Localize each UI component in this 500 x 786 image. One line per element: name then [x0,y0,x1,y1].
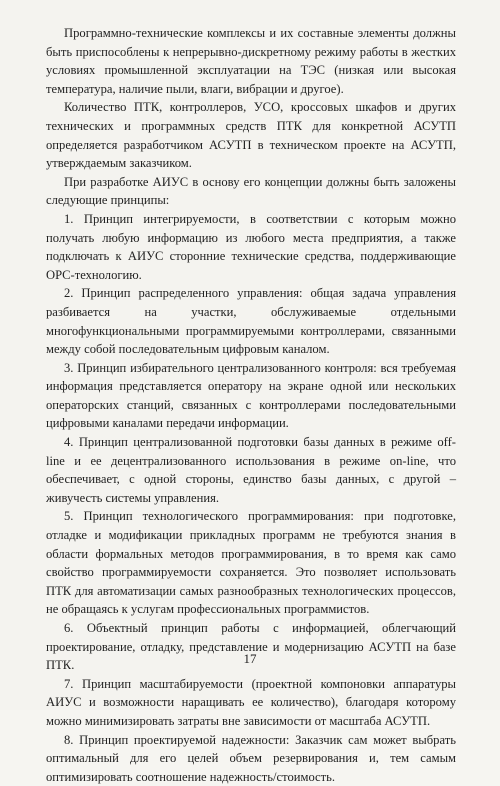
principle-2: 2. Принцип распределенного управления: общая задача управления разбивается на участки, обслуживаемые отдельными многофункциональными программируемыми контроллерами, связанными между собой последовательным цифровым каналом. [46,286,456,357]
page-body [46,24,456,786]
paragraph-2: Количество ПТК, контроллеров, УСО, кроссовых шкафов и других технических и программных средств ПТК для конкретной АСУТП определяется разработчиком АСУТП в техническом проекте на АСУТП, утверждаемым заказчиком. [46,100,456,171]
paragraph-1: Программно-технические комплексы и их составные элементы должны быть приспособлены к непрерывно-дискретному режиму работы в жестких условиях промышленной эксплуатации на ТЭС (низкая или высокая температура, наличие пыли, влаги, вибрации и другое). [46,26,456,96]
principle-5: 5. Принцип технологического программирования: при подготовке, отладке и модификации прикладных программ не требуются знания в области формальных методов программирования, в то время как само свойство программируемости сохраняется. Это позволяет использовать ПТК для автоматизации самых разнообразных технологических процессов, не обращаясь к услугам профессиональных программистов. [46,509,456,617]
principle-7: 7. Принцип масштабируемости (проектной компоновки аппаратуры АИУС и возможности наращивать ее количество), благодаря которому можно минимизировать затраты вне зависимости от масштаба АСУТП. [46,676,456,728]
principle-6: 6. Объектный принцип работы с информацией, облегчающий проектирование, отладку, представление и модернизацию АСУТП на базе ПТК. [46,621,456,673]
principle-3: 3. Принцип избирательного централизованного контроля: вся требуемая информация представляется оператору на экране одной или нескольких операторских станций, связанных с контроллерами последовательными цифровыми каналами передачи информации. [46,360,456,431]
principle-8: 8. Принцип проектируемой надежности: Заказчик сам может выбрать оптимальный для его целей объем резервирования и, тем самым оптимизировать соотношение надежность/стоимость. [46,732,456,784]
principle-1: 1. Принцип интегрируемости, в соответствии с которым можно получать любую информацию из любого места предприятия, а также подключать к АИУС сторонние технические средства, поддерживающие OPC-технологию. [46,211,456,282]
principle-4: 4. Принцип централизованной подготовки базы данных в режиме off-line и ее децентрализованного использования в режиме on-line, что обеспечивает, с одной стороны, единство базы данных, с другой – живучесть системы управления. [46,435,456,505]
paragraph-3: При разработке АИУС в основу его концепции должны быть заложены следующие принципы: [46,174,456,208]
page-number: 17 [243,651,257,666]
